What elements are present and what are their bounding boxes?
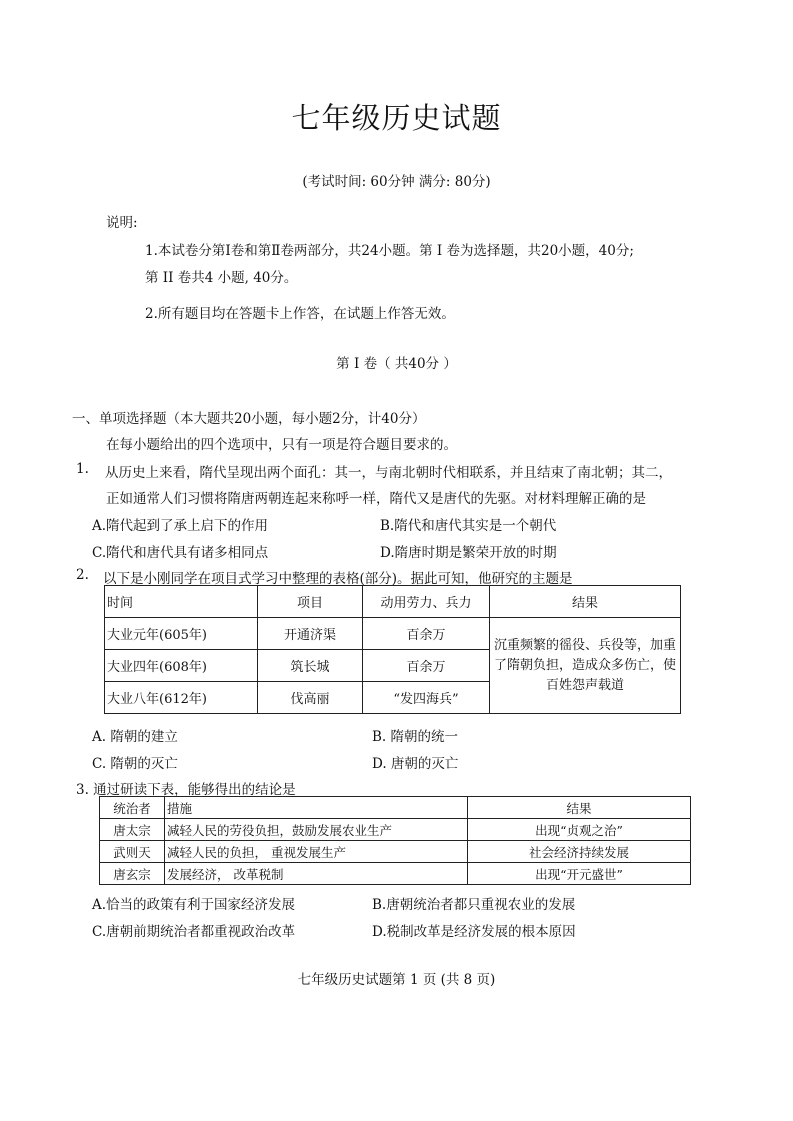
q2-stem: 以下是小刚同学在项目式学习中整理的表格(部分)。据此可知，他研究的主题是 bbox=[103, 571, 573, 587]
note-line-1b: 第 II 卷共4 小题, 40分。 bbox=[145, 270, 298, 286]
table-header-row bbox=[105, 586, 681, 618]
q1-number: 1. bbox=[76, 461, 89, 477]
table-header: 结果 bbox=[468, 797, 691, 819]
table-row bbox=[100, 819, 691, 841]
table-row bbox=[100, 863, 691, 885]
table-cell: 伐高丽 bbox=[258, 682, 363, 714]
table-cell: 大业八年(612年) bbox=[105, 682, 258, 714]
table-cell: 百余万 bbox=[363, 618, 490, 650]
q1-option-a[interactable]: A.隋代起到了承上启下的作用 bbox=[92, 518, 269, 534]
notes-heading: 说明: bbox=[106, 215, 138, 231]
q1-stem-line2: 正如通常人们习惯将隋唐两朝连起来称呼一样，隋代又是唐代的先驱。对材料理解正确的是 bbox=[106, 491, 646, 507]
page-footer: 七年级历史试题第 1 页 (共 8 页) bbox=[297, 972, 496, 988]
exam-info: (考试时间: 60分钟 满分: 80分) bbox=[302, 174, 491, 190]
table-header: 统治者 bbox=[100, 797, 165, 819]
table-cell: 减轻人民的负担， 重视发展生产 bbox=[165, 841, 468, 863]
table-header: 项目 bbox=[258, 586, 363, 618]
q2-table bbox=[104, 585, 681, 714]
table-cell: 筑长城 bbox=[258, 650, 363, 682]
note-line-1: 1.本试卷分第I卷和第Ⅱ卷两部分，共24小题。第 I 卷为选择题，共20小题，40分; bbox=[145, 243, 634, 259]
table-cell: 出现“贞观之治” bbox=[468, 819, 691, 841]
q1-option-c[interactable]: C.隋代和唐代具有诸多相同点 bbox=[92, 545, 269, 561]
table-cell: 唐玄宗 bbox=[100, 863, 165, 885]
table-header: 措施 bbox=[165, 797, 468, 819]
table-cell: 社会经济持续发展 bbox=[468, 841, 691, 863]
q3-stem: 3. 通过研读下表，能够得出的结论是 bbox=[76, 782, 296, 798]
section-title: 第 I 卷（ 共40分 ） bbox=[336, 356, 457, 372]
table-header-row bbox=[100, 797, 691, 819]
q2-option-c[interactable]: C. 隋朝的灭亡 bbox=[92, 756, 178, 772]
table-row bbox=[100, 841, 691, 863]
part1-instruction: 在每小题给出的四个选项中，只有一项是符合题目要求的。 bbox=[106, 437, 457, 453]
q3-option-a[interactable]: A.恰当的政策有利于国家经济发展 bbox=[92, 897, 296, 913]
table-cell: 百余万 bbox=[363, 650, 490, 682]
table-cell: “发四海兵” bbox=[363, 682, 490, 714]
q1-option-d[interactable]: D.隋唐时期是繁荣开放的时期 bbox=[380, 545, 557, 561]
page-title: 七年级历史试题 bbox=[291, 101, 502, 135]
note-line-2: 2.所有题目均在答题卡上作答，在试题上作答无效。 bbox=[145, 306, 455, 322]
table-row bbox=[105, 618, 681, 650]
table-cell: 武则天 bbox=[100, 841, 165, 863]
q2-option-d[interactable]: D. 唐朝的灭亡 bbox=[372, 756, 459, 772]
q3-table bbox=[99, 796, 691, 885]
part1-heading: 一、单项选择题（本大题共20小题，每小题2分，计40分） bbox=[72, 411, 426, 427]
table-cell: 大业四年(608年) bbox=[105, 650, 258, 682]
table-cell: 大业元年(605年) bbox=[105, 618, 258, 650]
q2-option-a[interactable]: A. 隋朝的建立 bbox=[92, 729, 178, 745]
q2-option-b[interactable]: B. 隋朝的统一 bbox=[372, 729, 459, 745]
q1-option-b[interactable]: B.隋代和唐代其实是一个朝代 bbox=[380, 518, 557, 534]
table-header: 动用劳力、兵力 bbox=[363, 586, 490, 618]
table-cell: 发展经济， 改革税制 bbox=[165, 863, 468, 885]
table-cell: 唐太宗 bbox=[100, 819, 165, 841]
q3-option-d[interactable]: D.税制改革是经济发展的根本原因 bbox=[372, 924, 576, 940]
table-cell: 开通济渠 bbox=[258, 618, 363, 650]
table-header: 结果 bbox=[490, 586, 681, 618]
q3-option-b[interactable]: B.唐朝统治者都只重视农业的发展 bbox=[372, 897, 576, 913]
table-result-cell: 沉重频繁的徭役、兵役等，加重了隋朝负担，造成众多伤亡，使百姓怨声载道 bbox=[490, 618, 681, 714]
q2-number: 2. bbox=[76, 567, 89, 583]
q1-stem-line1: 从历史上来看，隋代呈现出两个面孔：其一，与南北朝时代相联系，并且结束了南北朝；其二， bbox=[105, 465, 672, 481]
q3-option-c[interactable]: C.唐朝前期统治者都重视政治改革 bbox=[92, 924, 296, 940]
table-header: 时间 bbox=[105, 586, 258, 618]
table-cell: 出现“开元盛世” bbox=[468, 863, 691, 885]
table-cell: 减轻人民的劳役负担，鼓励发展农业生产 bbox=[165, 819, 468, 841]
